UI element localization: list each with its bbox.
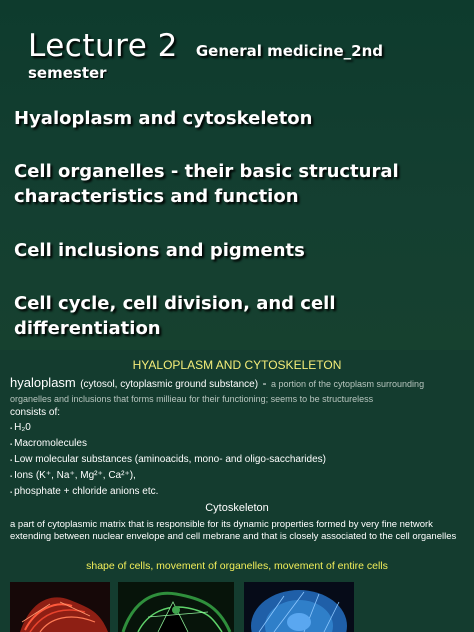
cytoskeleton-definition: a part of cytoplasmic matrix that is responsible for its dynamic properties formed by very fine network extending between nuclear envelope and cell mebrane and that is closely associated to the cell organelles	[10, 519, 457, 542]
bullet-icon: ▪	[10, 426, 13, 432]
consists-of-label: consists of:	[10, 407, 61, 418]
hyaloplasm-dash: -	[262, 376, 267, 390]
bullet-icon: ▪	[10, 474, 13, 480]
component-ions: Ions (K⁺, Na⁺, Mg²⁺, Ca²⁺),	[14, 470, 136, 481]
topic-organelles: Cell organelles - their basic structural characteristics and function	[14, 161, 399, 207]
list-item	[10, 422, 31, 433]
course-name: General medicine_2nd	[195, 42, 384, 60]
micrograph-green-filaments-image	[118, 582, 234, 632]
component-macromolecules: Macromolecules	[14, 438, 87, 449]
micrograph-red-actin-image	[10, 582, 110, 632]
component-anions: phosphate + chloride anions etc.	[14, 486, 159, 497]
cytoskeleton-heading: Cytoskeleton	[205, 502, 269, 514]
topic-hyaloplasm: Hyaloplasm and cytoskeleton	[14, 108, 313, 129]
component-low-molecular: Low molecular substances (aminoacids, mono- and oligo-saccharides)	[14, 454, 326, 465]
title-line	[28, 28, 383, 64]
bullet-icon: ▪	[10, 490, 13, 496]
notes-heading: HYALOPLASM AND CYTOSKELETON	[132, 358, 342, 372]
hyaloplasm-term: hyaloplasm	[10, 375, 76, 390]
cytoskeleton-functions: shape of cells, movement of organelles, movement of entire cells	[86, 560, 388, 572]
hyaloplasm-synonyms: (cytosol, cytoplasmic ground substance)	[80, 379, 259, 390]
topic-inclusions: Cell inclusions and pigments	[14, 240, 305, 261]
hyaloplasm-definition	[10, 376, 466, 406]
list-item	[10, 438, 87, 449]
topic-cell-cycle: Cell cycle, cell division, and cell differentiation	[14, 293, 336, 339]
list-item	[10, 454, 326, 465]
micrograph-blue-cell-image	[244, 582, 354, 632]
lecture-title: Lecture 2	[28, 28, 178, 64]
component-water: H₂0	[14, 422, 31, 433]
bullet-icon: ▪	[10, 458, 13, 464]
bullet-icon: ▪	[10, 442, 13, 448]
list-item	[10, 470, 136, 481]
list-item	[10, 486, 158, 497]
semester-label: semester	[28, 64, 107, 82]
hyaloplasm-description: a portion of the cytoplasm surrounding organelles and inclusions that forms millieau for their functioning; seems to be structureless	[10, 379, 425, 404]
